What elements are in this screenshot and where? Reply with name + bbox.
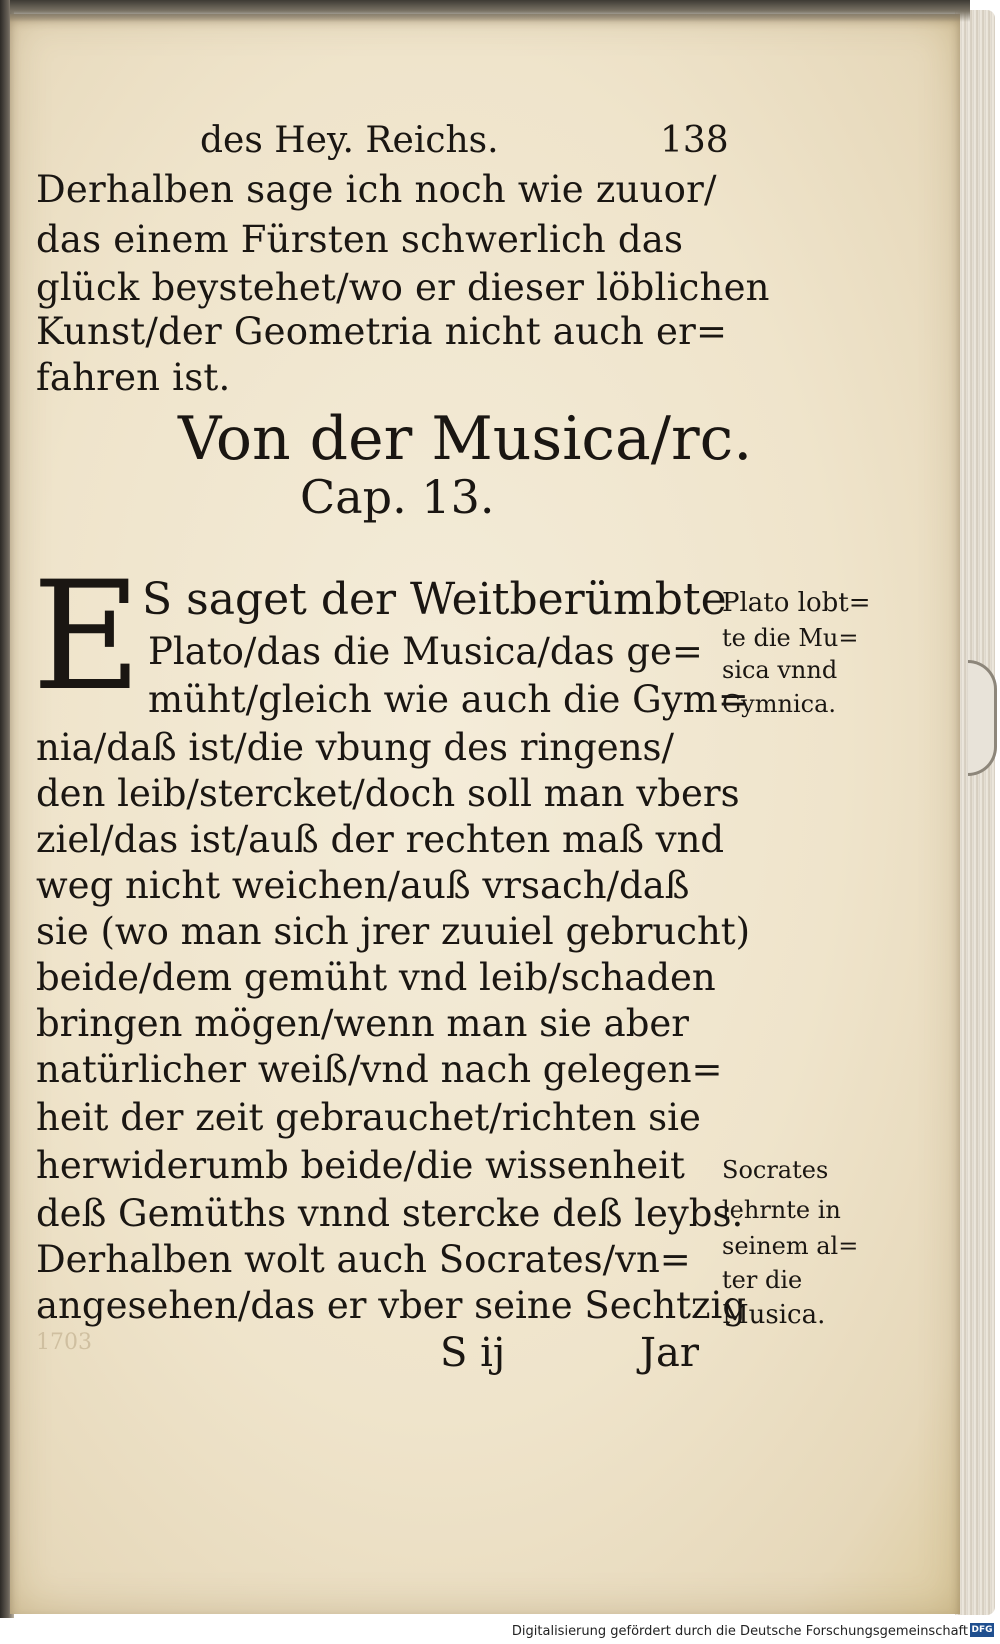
folio-number: 138 xyxy=(660,120,729,161)
text-line: Derhalben wolt auch Socrates/vn= xyxy=(36,1238,691,1281)
text-line: bringen mögen/wenn man sie aber xyxy=(36,1002,689,1045)
margin-note-line: Gymnica. xyxy=(722,690,836,718)
margin-note-line: sica vnnd xyxy=(722,656,838,684)
page-top-shadow xyxy=(10,0,970,22)
text-line: herwiderumb beide/die wissenheit xyxy=(36,1144,685,1187)
text-line: deß Gemüths vnnd stercke deß leybs. xyxy=(36,1192,744,1235)
margin-note-line: seinem al= xyxy=(722,1232,859,1260)
text-line: Derhalben sage ich noch wie zuuor/ xyxy=(36,168,717,211)
running-title: des Hey. Reichs. xyxy=(200,120,499,161)
chapter-title: Von der Musica/rc. xyxy=(178,404,753,474)
text-line: S saget der Weitberümbte xyxy=(142,574,727,625)
margin-note-line: lehrnte in xyxy=(722,1196,841,1224)
signature-mark: S ij xyxy=(440,1330,506,1376)
text-line: das einem Fürsten schwerlich das xyxy=(36,218,684,261)
text-line: weg nicht weichen/auß vrsach/daß xyxy=(36,864,690,907)
text-line: sie (wo man sich jrer zuuiel gebrucht) xyxy=(36,910,751,953)
text-line: beide/dem gemüht vnd leib/schaden xyxy=(36,956,716,999)
text-line: fahren ist. xyxy=(36,356,231,399)
dfg-logo-icon: DFG xyxy=(971,1625,993,1635)
page-edges xyxy=(955,10,995,1615)
margin-note-line: Musica. xyxy=(722,1300,826,1330)
margin-note-line: Plato lobt= xyxy=(722,588,871,618)
text-line: natürlicher weiß/vnd nach gelegen= xyxy=(36,1048,723,1091)
text-line: heit der zeit gebrauchet/richten sie xyxy=(36,1096,701,1139)
text-line: ziel/das ist/auß der rechten maß vnd xyxy=(36,818,725,861)
text-line: nia/daß ist/die vbung des ringens/ xyxy=(36,726,674,769)
footer-credit: Digitalisierung gefördert durch die Deutsche Forschungsgemeinschaft xyxy=(511,1624,968,1639)
text-line: Plato/das die Musica/das ge= xyxy=(148,630,703,673)
page-clip xyxy=(968,660,997,776)
text-line: den leib/stercket/doch soll man vbers xyxy=(36,772,740,815)
margin-note-line: te die Mu= xyxy=(722,624,859,652)
catchword: Jar xyxy=(640,1330,700,1376)
chapter-number: Cap. 13. xyxy=(300,470,495,524)
text-line: Kunst/der Geometria nicht auch er= xyxy=(36,310,728,353)
text-line: angesehen/das er vber seine Sechtzig xyxy=(36,1284,747,1327)
text-line: müht/gleich wie auch die Gym= xyxy=(148,678,749,721)
text-line: glück beystehet/wo er dieser löblichen xyxy=(36,266,770,309)
margin-note-line: ter die xyxy=(722,1266,803,1294)
margin-note-line: Socrates xyxy=(722,1156,829,1184)
drop-capital: E xyxy=(32,550,142,724)
faint-stamp: 1703 xyxy=(36,1330,92,1355)
